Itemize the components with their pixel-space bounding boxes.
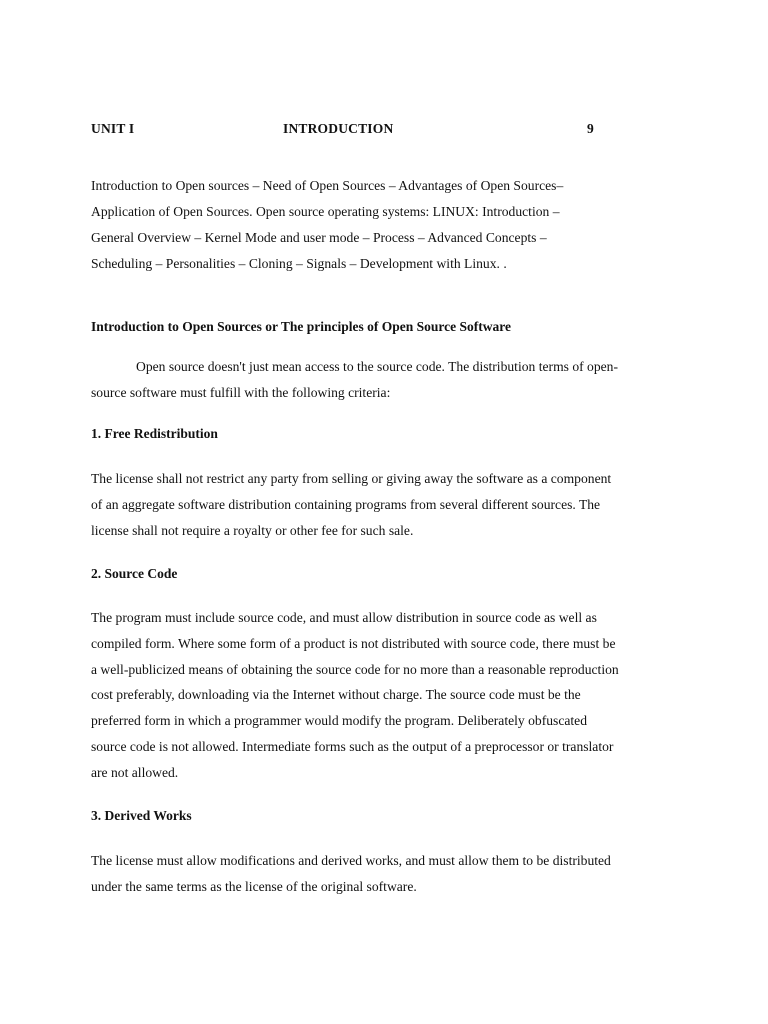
- paragraph-line: source software must fulfill with the following criteria:: [91, 384, 391, 400]
- paragraph-line: are not allowed.: [91, 764, 179, 780]
- section-paragraph: [91, 605, 681, 786]
- main-heading: Introduction to Open Sources or The principles of Open Source Software: [91, 319, 512, 334]
- section-heading: 2. Source Code: [91, 566, 178, 581]
- paragraph-line: a well-publicized means of obtaining the source code for no more than a reasonable reproduction: [91, 661, 619, 677]
- paragraph-line: license shall not require a royalty or other fee for such sale.: [91, 522, 414, 538]
- paragraph-line: The license shall not restrict any party from selling or giving away the software as a component: [91, 471, 612, 486]
- paragraph-line: The program must include source code, and must allow distribution in source code as well as: [91, 610, 597, 625]
- section-heading: 1. Free Redistribution: [91, 426, 218, 441]
- paragraph-line: Open source doesn't just mean access to the source code. The distribution terms of open-: [136, 359, 619, 374]
- section-paragraph: [91, 466, 681, 543]
- paragraph-line: source code is not allowed. Intermediate forms such as the output of a preprocessor or translator: [91, 738, 614, 754]
- paragraph-line: compiled form. Where some form of a product is not distributed with source code, there must be: [91, 635, 616, 651]
- syllabus-line: General Overview – Kernel Mode and user mode – Process – Advanced Concepts –: [91, 230, 547, 245]
- unit-label: UNIT I: [91, 121, 135, 136]
- syllabus-line: Introduction to Open sources – Need of Open Sources – Advantages of Open Sources–: [91, 178, 564, 193]
- paragraph-line: cost preferably, downloading via the Internet without charge. The source code must be the: [91, 687, 581, 703]
- unit-title: INTRODUCTION: [283, 121, 394, 136]
- paragraph-line: preferred form in which a programmer would modify the program. Deliberately obfuscated: [91, 713, 587, 729]
- syllabus-line: Application of Open Sources. Open source operating systems: LINUX: Introduction –: [91, 204, 560, 219]
- syllabus-line: Scheduling – Personalities – Cloning – Signals – Development with Linux. .: [91, 256, 507, 271]
- unit-header: [91, 121, 611, 139]
- paragraph-line: under the same terms as the license of the original software.: [91, 878, 417, 894]
- intro-paragraph: [91, 354, 681, 406]
- section-paragraph: [91, 848, 681, 900]
- paragraph-line: of an aggregate software distribution containing programs from several different sources. The: [91, 496, 601, 512]
- paragraph-line: The license must allow modifications and derived works, and must allow them to be distributed: [91, 853, 611, 868]
- syllabus-paragraph: [91, 173, 681, 277]
- unit-hours: 9: [587, 121, 594, 136]
- section-heading: 3. Derived Works: [91, 808, 192, 823]
